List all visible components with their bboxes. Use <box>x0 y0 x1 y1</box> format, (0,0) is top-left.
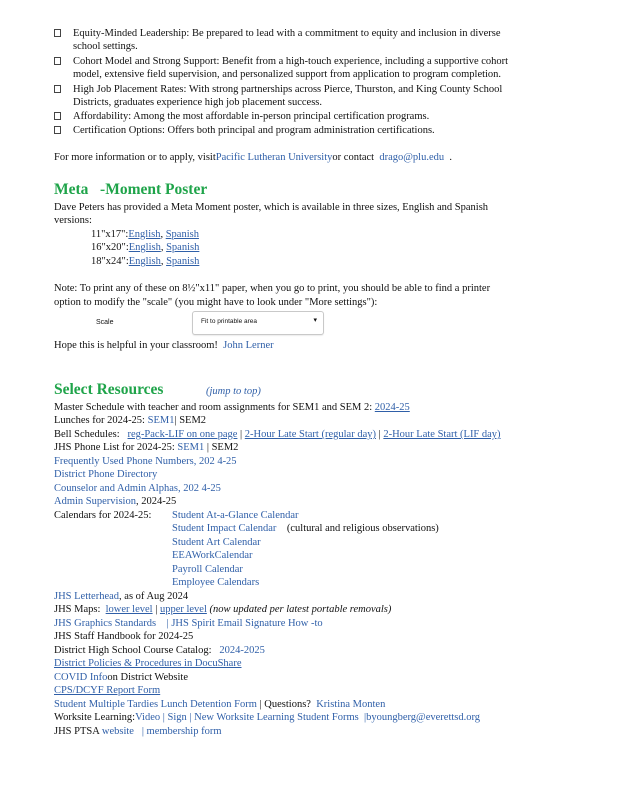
bullet-marker-icon <box>54 57 61 65</box>
impact-calendar-line <box>172 522 439 535</box>
maps-text: JHS Maps: <box>54 604 101 615</box>
lunches-sem1-link[interactable]: SEM1 <box>147 415 175 426</box>
phone-sem1-link[interactable]: SEM1 <box>177 442 205 453</box>
course-catalog-text: District High School Course Catalog: <box>54 645 212 656</box>
bullet-item <box>54 27 501 40</box>
poster-size-row: 11"x17":English, Spanish <box>91 229 199 240</box>
cps-report-link[interactable]: CPS/DCYF Report Form <box>54 685 161 696</box>
print-note-cont: option to modify the "scale" (you might have to look under "More settings"): <box>54 297 378 308</box>
bullet-marker-icon <box>54 29 61 37</box>
admin-supervision-year: , 2024-25 <box>135 496 177 507</box>
email-link[interactable]: drago@plu.edu <box>379 152 445 163</box>
bullet-item <box>54 110 430 123</box>
meta-heading <box>54 181 207 199</box>
bullet-text: Affordability: Among the most affordable in-person principal certification programs. <box>73 111 430 122</box>
plu-link[interactable]: Pacific Lutheran University <box>215 152 333 163</box>
staff-handbook-text: JHS Staff Handbook for 2024-25 <box>54 631 194 642</box>
worksite-sign-link[interactable]: Sign <box>167 712 187 723</box>
meta-heading-a: Meta <box>54 181 89 198</box>
scale-label: Scale <box>96 319 114 326</box>
bullet-text: High Job Placement Rates: With strong partnerships across Pierce, Thurston, and King County School <box>73 84 503 95</box>
chevron-down-icon: ▾ <box>313 317 317 324</box>
counselor-alphas-link[interactable]: Counselor and Admin Alphas, 202 4-25 <box>54 483 221 494</box>
phone-sem2: SEM2 <box>211 442 239 453</box>
bullet-text-cont: Districts, graduates experience high job placement success. <box>73 97 322 108</box>
bullet-text: Cohort Model and Strong Support: Benefit from a high-touch experience, including a supportive cohort <box>73 56 509 67</box>
calendar-at-a-glance-link[interactable]: Student At-a-Glance Calendar <box>172 510 299 521</box>
questions-text: Questions? <box>264 699 311 710</box>
calendar-payroll-link[interactable]: Payroll Calendar <box>172 564 243 575</box>
meta-intro-cont: versions: <box>54 215 92 226</box>
print-note: Note: To print any of these on 8½"x11" paper, when you go to print, you should be able to find a printer <box>54 283 491 294</box>
hope-text: Hope this is helpful in your classroom! <box>54 340 218 351</box>
district-policies-link[interactable]: District Policies & Procedures in DocuShare <box>54 658 242 669</box>
calendar-art-link[interactable]: Student Art Calendar <box>172 537 261 548</box>
poster-english-link[interactable]: English <box>128 242 161 253</box>
contact-prefix: For more information or to apply, visit <box>54 152 216 163</box>
questions-contact-link[interactable]: Kristina Monten <box>316 699 386 710</box>
poster-size: 11"x17": <box>91 229 129 240</box>
graphics-line: JHS Graphics Standards | JHS Spirit Email Signature How -to <box>54 618 323 629</box>
covid-info-link[interactable]: COVID Info <box>54 672 108 683</box>
bell-reg-link[interactable]: reg-Pack-LIF on one page <box>127 429 238 440</box>
poster-size: 18"x24": <box>91 256 129 267</box>
map-upper-link[interactable]: upper level <box>159 604 207 615</box>
map-lower-link[interactable]: lower level <box>105 604 153 615</box>
worksite-email-link[interactable]: byoungberg@everettsd.org <box>366 712 481 723</box>
calendar-employee-link[interactable]: Employee Calendars <box>172 577 260 588</box>
calendars-text: Calendars for 2024-25: <box>54 510 152 521</box>
scale-select[interactable] <box>192 311 324 335</box>
bullet-marker-icon <box>54 112 61 120</box>
covid-line <box>54 671 188 684</box>
poster-spanish-link[interactable]: Spanish <box>165 229 199 240</box>
bullet-item <box>54 55 509 68</box>
resources-heading: Select Resources <box>54 381 164 398</box>
ptsa-website-link[interactable]: website <box>101 726 134 737</box>
calendar-impact-link[interactable]: Student Impact Calendar <box>172 523 277 534</box>
lunches-sem2: SEM2 <box>179 415 207 426</box>
letterhead-line <box>54 590 188 603</box>
bullet-text-cont: model, extensive field supervision, and personalized support from application to program completion. <box>73 69 502 80</box>
district-directory-link[interactable]: District Phone Directory <box>54 469 158 480</box>
master-schedule-line <box>54 401 410 414</box>
bell-schedules-text: Bell Schedules: <box>54 429 120 440</box>
bullet-item <box>54 83 503 96</box>
letterhead-link[interactable]: JHS Letterhead <box>54 591 120 602</box>
poster-size: 16"x20": <box>91 242 129 253</box>
bullet-text-cont: school settings. <box>73 41 138 52</box>
scale-select-value: Fit to printable area <box>201 318 258 325</box>
maps-note: (now updated per latest portable removals) <box>209 604 392 615</box>
poster-spanish-link[interactable]: Spanish <box>166 242 200 253</box>
maps-line: JHS Maps: lower level | upper level (now updated per latest portable removals) <box>54 604 392 615</box>
letterhead-date: , as of Aug 2024 <box>119 591 189 602</box>
admin-supervision-link[interactable]: Admin Supervision <box>54 496 136 507</box>
bullet-text: Certification Options: Offers both principal and program administration certifications. <box>73 125 435 136</box>
phone-list-line: JHS Phone List for 2024-25: SEM1 | SEM2 <box>54 442 239 453</box>
ptsa-line: JHS PTSA website | membership form <box>54 726 222 737</box>
author-link[interactable]: John Lerner <box>223 340 274 351</box>
lunches-line: Lunches for 2024-25: SEM1| SEM2 <box>54 415 207 426</box>
phone-list-text: JHS Phone List for 2024-25: <box>54 442 175 453</box>
hope-line <box>54 339 274 352</box>
bell-late-lif-link[interactable]: 2-Hour Late Start (LIF day) <box>383 429 501 440</box>
worksite-forms-link[interactable]: New Worksite Learning Student Forms <box>194 712 359 723</box>
master-schedule-link[interactable]: 2024-25 <box>374 402 410 413</box>
impact-calendar-note: (cultural and religious observations) <box>286 523 439 534</box>
email-signature-link[interactable]: JHS Spirit Email Signature How -to <box>171 618 323 629</box>
poster-size-row: 16"x20":English, Spanish <box>91 242 200 253</box>
worksite-line: Worksite Learning:Video | Sign | New Worksite Learning Student Forms |byoungberg@everettsd.org <box>54 712 481 723</box>
covid-info-rest: on District Website <box>107 672 188 683</box>
meta-heading-b: -Moment Poster <box>100 181 208 198</box>
contact-end: . <box>449 152 452 163</box>
bell-late-regular-link[interactable]: 2-Hour Late Start (regular day) <box>244 429 376 440</box>
worksite-text: Worksite Learning: <box>54 712 136 723</box>
worksite-video-link[interactable]: Video <box>135 712 161 723</box>
poster-english-link[interactable]: English <box>128 229 161 240</box>
bullet-marker-icon <box>54 85 61 93</box>
poster-english-link[interactable]: English <box>128 256 161 267</box>
bullet-item <box>54 124 435 137</box>
ptsa-text: JHS PTSA <box>54 726 100 737</box>
calendar-eea-link[interactable]: EEAWorkCalendar <box>172 550 253 561</box>
frequent-phone-link[interactable]: Frequently Used Phone Numbers, 202 4-25 <box>54 456 237 467</box>
lunches-text: Lunches for 2024-25: <box>54 415 145 426</box>
bell-schedules-line: Bell Schedules: reg-Pack-LIF on one page | 2-Hour Late Start (regular day) | 2-Hour Late Start (LIF day) <box>54 429 501 440</box>
jump-to-top-link[interactable]: (jump to top) <box>206 386 261 397</box>
bullet-text: Equity-Minded Leadership: Be prepared to lead with a commitment to equity and inclusion in diverse <box>73 28 501 39</box>
ptsa-membership-link[interactable]: membership form <box>146 726 222 737</box>
tardies-form-link[interactable]: Student Multiple Tardies Lunch Detention Form <box>54 699 257 710</box>
graphics-standards-link[interactable]: JHS Graphics Standards <box>54 618 157 629</box>
contact-line <box>54 151 452 164</box>
poster-spanish-link[interactable]: Spanish <box>166 256 200 267</box>
poster-size-row: 18"x24":English, Spanish <box>91 256 200 267</box>
course-catalog-link[interactable]: 2024-2025 <box>219 645 265 656</box>
tardies-line: Student Multiple Tardies Lunch Detention Form | Questions? Kristina Monten <box>54 699 386 710</box>
meta-intro: Dave Peters has provided a Meta Moment poster, which is available in three sizes, English and Spanish <box>54 202 489 213</box>
admin-supervision-line <box>54 495 176 508</box>
contact-middle: or contact <box>332 152 375 163</box>
master-schedule-text: Master Schedule with teacher and room assignments for SEM1 and SEM 2: <box>54 402 373 413</box>
bullet-marker-icon <box>54 126 61 134</box>
course-catalog-line <box>54 644 265 657</box>
